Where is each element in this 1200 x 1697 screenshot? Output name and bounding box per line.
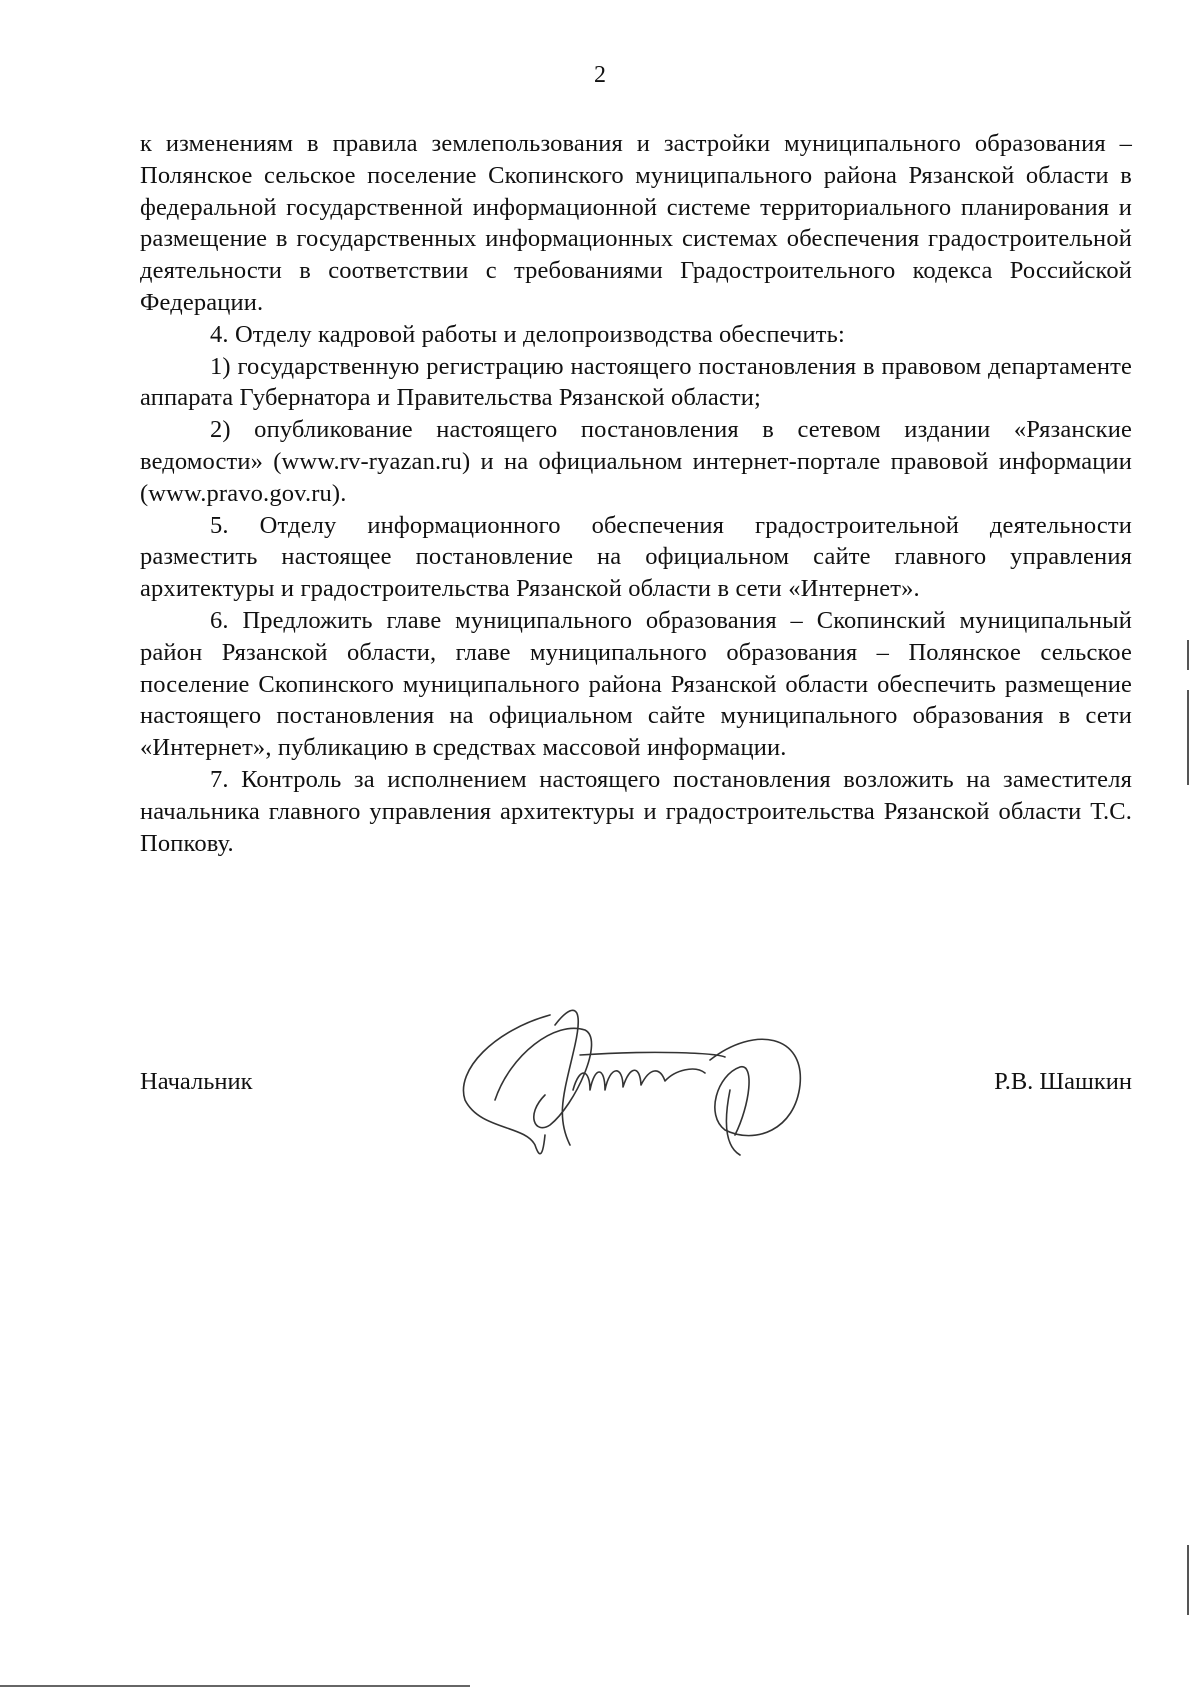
scan-edge-mark (1187, 690, 1189, 785)
paragraph-item-7: 7. Контроль за исполнением настоящего постановления возложить на заместителя начальника главного управления архитектуры и градостроительства Рязанской области Т.С. Попкову. (140, 765, 1132, 857)
scan-bottom-line (0, 1685, 470, 1687)
signer-position: Начальник (140, 1068, 253, 1095)
document-body (140, 128, 1132, 859)
page-number: 2 (594, 62, 606, 88)
paragraph-item-6: 6. Предложить главе муниципального образования – Скопинский муниципальный район Рязанской области, главе муниципального образования – Полянское сельское поселение Скопинского муниципального района Рязанской области обеспечить размещение настоящего постановления на официальном сайте муниципального образования в сети «Интернет», публикацию в средствах массовой информации. (140, 606, 1132, 762)
paragraph-item-5: 5. Отделу информационного обеспечения градостроительной деятельности разместить настоящее постановление на официальном сайте главного управления архитектуры и градостроительства Рязанской области в сети «Интернет». (140, 511, 1132, 603)
paragraph-subitem-2: 2) опубликование настоящего постановления в сетевом издании «Рязанские ведомости» (www.rv-ryazan.ru) и на официальном интернет-портале правовой информации (www.pravo.gov.ru). (140, 416, 1132, 507)
paragraph-item-4: 4. Отделу кадровой работы и делопроизводства обеспечить: (210, 320, 845, 348)
paragraph-subitem-1: 1) государственную регистрацию настоящего постановления в правовом департаменте аппарата Губернатора и Правительства Рязанской области; (140, 352, 1132, 412)
scan-edge-mark (1187, 1545, 1189, 1615)
scan-edge-mark (1187, 640, 1189, 670)
handwritten-signature (455, 995, 845, 1165)
signer-name: Р.В. Шашкин (994, 1068, 1132, 1095)
paragraph-continuation: к изменениям в правила землепользования и застройки муниципального образования – Полянское сельское поселение Скопинского муниципального района Рязанской области в федеральной государственной информационной системе территориального планирования и размещение в государственных информационных системах обеспечения градостроительной деятельности в соответствии с требованиями Градостроительного кодекса Российской Федерации. (140, 130, 1132, 316)
